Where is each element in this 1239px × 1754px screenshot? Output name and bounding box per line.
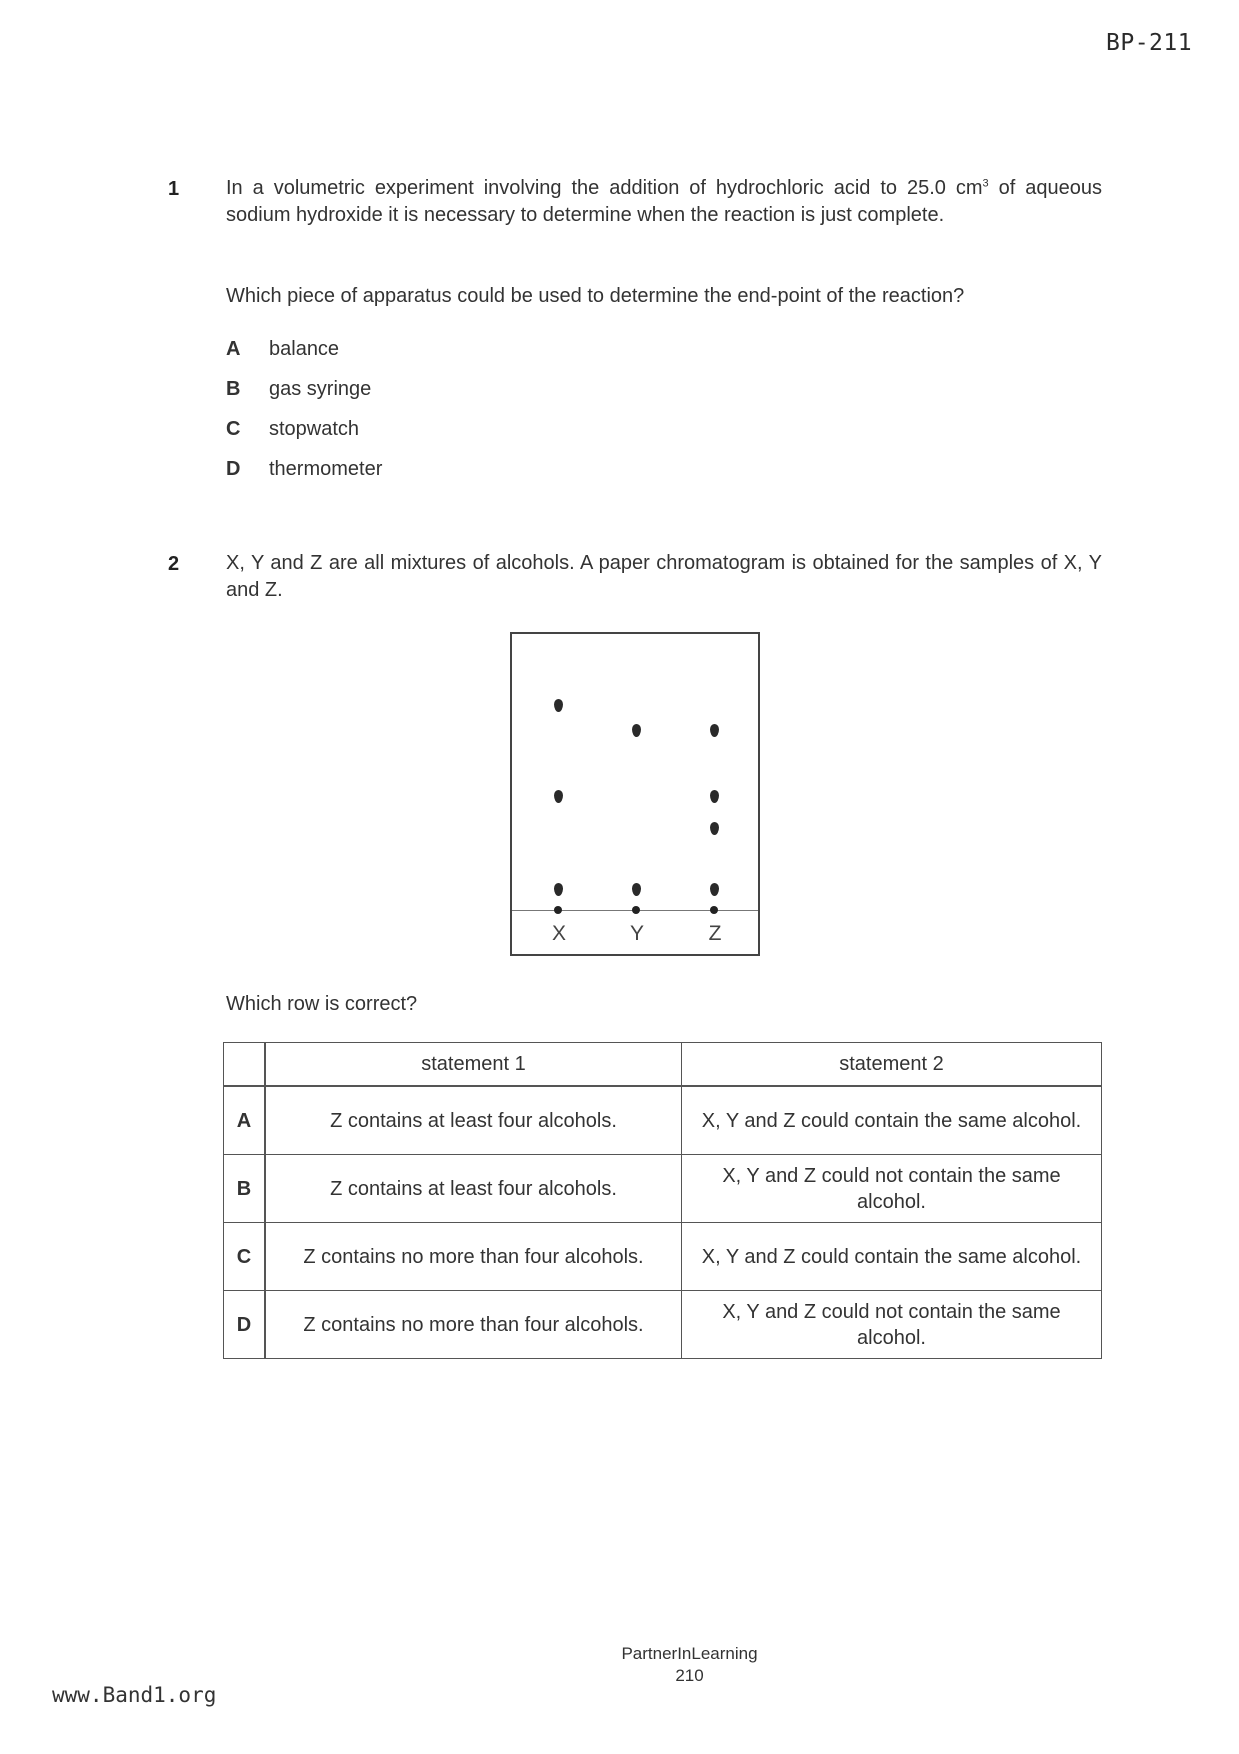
spot-z-2 — [710, 790, 719, 803]
table-row[interactable] — [224, 1086, 1102, 1155]
table-row[interactable] — [224, 1291, 1102, 1359]
row-key: C — [224, 1223, 266, 1291]
publisher-name: PartnerInLearning — [621, 1644, 758, 1663]
lane-label-z: Z — [708, 922, 722, 945]
chromatogram-diagram — [510, 632, 760, 956]
option-text: thermometer — [269, 458, 383, 480]
spot-x-3 — [554, 883, 563, 896]
question-1-prompt: Which piece of apparatus could be used to determine the end-point of the reaction? — [226, 285, 965, 307]
statement-1-cell: Z contains at least four alcohols. — [265, 1155, 682, 1223]
statement-2-cell: X, Y and Z could contain the same alcohol. — [682, 1223, 1102, 1291]
page-number: 210 — [675, 1666, 704, 1685]
option-d[interactable] — [226, 458, 382, 481]
row-key: D — [224, 1291, 266, 1359]
spot-y-1 — [632, 724, 641, 737]
option-a[interactable] — [226, 338, 339, 361]
question-1-text — [226, 175, 1102, 229]
paper-code: BP-211 — [1106, 30, 1193, 56]
superscript: 3 — [982, 177, 989, 190]
statement-2-cell: X, Y and Z could not contain the same alcohol. — [682, 1291, 1102, 1359]
spot-z-1 — [710, 724, 719, 737]
website-link[interactable]: www.Band1.org — [52, 1683, 217, 1707]
question-number-2: 2 — [168, 553, 180, 575]
spot-z-4 — [710, 883, 719, 896]
spot-x-1 — [554, 699, 563, 712]
question-number-1: 1 — [168, 178, 180, 200]
table-row[interactable] — [224, 1223, 1102, 1291]
table-header-statement-1: statement 1 — [265, 1043, 682, 1087]
option-text: gas syringe — [269, 378, 372, 400]
table-header-statement-2: statement 2 — [682, 1043, 1102, 1087]
row-key: B — [224, 1155, 266, 1223]
option-letter: A — [226, 338, 241, 360]
row-key: A — [224, 1086, 266, 1155]
spot-y-2 — [632, 883, 641, 896]
option-b[interactable] — [226, 378, 371, 401]
statement-1-cell: Z contains no more than four alcohols. — [265, 1223, 682, 1291]
page-footer — [0, 1643, 1239, 1687]
lane-label-x: X — [551, 922, 566, 945]
origin-y — [632, 906, 640, 914]
option-c[interactable] — [226, 418, 359, 441]
question-2-text: X, Y and Z are all mixtures of alcohols. A paper chromatogram is obtained for the samples of X, Y and Z. — [226, 552, 1102, 601]
origin-x — [554, 906, 562, 914]
statement-2-cell: X, Y and Z could contain the same alcohol. — [682, 1086, 1102, 1155]
statement-2-cell: X, Y and Z could not contain the same alcohol. — [682, 1155, 1102, 1223]
table-header-row — [224, 1043, 1102, 1087]
option-letter: B — [226, 378, 241, 400]
table-header-blank — [224, 1043, 266, 1087]
question-1-text-main: In a volumetric experiment involving the addition of hydrochloric acid to 25.0 cm — [226, 177, 983, 199]
option-text: stopwatch — [269, 418, 360, 440]
statement-1-cell: Z contains no more than four alcohols. — [265, 1291, 682, 1359]
option-letter: D — [226, 458, 241, 480]
lane-label-y: Y — [629, 922, 644, 945]
origin-z — [710, 906, 718, 914]
table-row[interactable] — [224, 1155, 1102, 1223]
question-1-text-rest: of aqueous sodium hydroxide it is necessary to determine when the reaction is just complete. — [226, 177, 1102, 226]
option-letter: C — [226, 418, 241, 440]
spot-z-3 — [710, 822, 719, 835]
question-2-prompt: Which row is correct? — [226, 993, 418, 1015]
answer-table — [223, 1042, 1102, 1359]
option-text: balance — [269, 338, 340, 360]
spot-x-2 — [554, 790, 563, 803]
statement-1-cell: Z contains at least four alcohols. — [265, 1086, 682, 1155]
